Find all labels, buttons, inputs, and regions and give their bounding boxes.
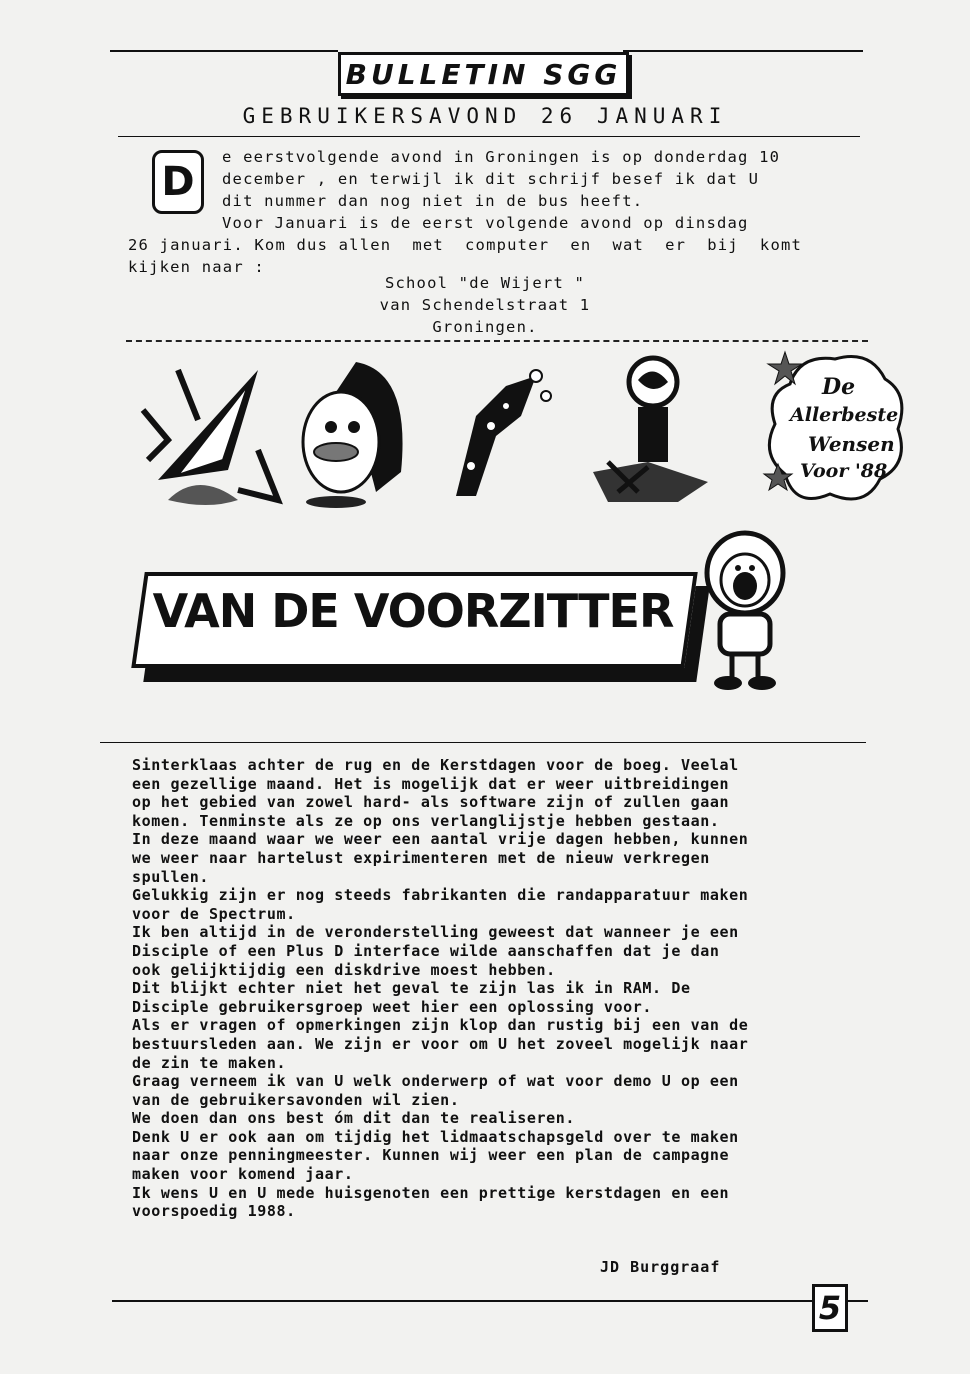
holly-illustration — [436, 356, 556, 506]
intro-line-4: Voor Januari is de eerst volgende avond op dinsdag — [222, 214, 749, 232]
greeting-line-4: Voor '88 — [800, 460, 888, 482]
article-line: Disciple gebruikersgroep weet hier een oplossing voor. — [132, 997, 653, 1016]
article-line: we weer naar hartelust expirimenteren met de nieuw verkregen — [132, 848, 710, 867]
address-line-2: van Schendelstraat 1 — [379, 296, 591, 314]
article-line: een gezellige maand. Het is mogelijk dat er weer uitbreidingen — [132, 774, 730, 793]
section-banner — [138, 572, 698, 682]
intro-line-6: kijken naar : — [128, 258, 265, 276]
article-line: op het gebied van zowel hard- als software zijn of zullen gaan — [132, 793, 730, 812]
article-line: voor de Spectrum. — [132, 904, 296, 923]
article-line: Sinterklaas achter de rug en de Kerstdagen voor de boeg. Veelal — [132, 756, 739, 774]
article-line: Ik wens U en U mede huisgenoten een prettige kerstdagen en een — [132, 1183, 730, 1202]
article-line: maken voor komend jaar. — [132, 1165, 354, 1184]
masthead-logo: BULLETIN SGG — [338, 52, 629, 96]
article-line: Graag verneem ik van U welk onderwerp of wat voor demo U op een — [132, 1072, 739, 1091]
greeting-line-1: De — [822, 374, 856, 400]
greeting-line-3: Wensen — [808, 432, 895, 456]
intro-line-2: december , en terwijl ik dit schrijf besef ik dat U — [222, 170, 760, 188]
top-rule-left — [110, 50, 338, 52]
section-divider — [126, 340, 868, 342]
headline-rule — [118, 136, 860, 137]
article-line: de zin te maken. — [132, 1053, 287, 1072]
article-line: Disciple of een Plus D interface wilde aanschaffen dat je dan — [132, 941, 720, 960]
greeting-cloud — [760, 344, 910, 514]
address-line-3: Groningen. — [432, 318, 538, 336]
page-number: 5 — [812, 1284, 848, 1332]
article-line: Als er vragen of opmerkingen zijn klop dan rustig bij een van de — [132, 1016, 749, 1035]
headline: GEBRUIKERSAVOND 26 JANUARI — [242, 104, 728, 128]
candle-rose-illustration — [588, 352, 718, 512]
bottom-rule — [112, 1300, 812, 1302]
article-line: Denk U er ook aan om tijdig het lidmaatschapsgeld over te maken — [132, 1127, 739, 1146]
article-line: Gelukkig zijn er nog steeds fabrikanten die randapparatuur maken — [132, 886, 749, 905]
article-line: ook gelijktijdig een diskdrive moest hebben. — [132, 960, 556, 979]
article-line: komen. Tenminste als ze op ons verlanglijstje hebben gestaan. — [132, 811, 720, 830]
article-body — [132, 756, 874, 1221]
santa-animal-illustration — [296, 352, 416, 512]
greeting-line-2: Allerbeste — [790, 404, 899, 426]
article-line: Dit blijkt echter niet het geval te zijn las ik in RAM. De — [132, 979, 691, 998]
cartoon-figure — [690, 528, 800, 698]
article-line: Ik ben altijd in de veronderstelling geweest dat wanneer je een — [132, 923, 739, 942]
intro-line-1: e eerstvolgende avond in Groningen is op donderdag 10 — [222, 148, 781, 166]
article-line: In deze maand waar we weer een aantal vrije dagen hebben, kunnen — [132, 830, 749, 849]
address-line-1: School "de Wijert " — [384, 274, 586, 292]
rocket-illustration — [138, 350, 288, 510]
banner-rule — [100, 742, 866, 743]
banner-title: VAN DE VOORZITTER — [152, 584, 674, 638]
article-line: naar onze penningmeester. Kunnen wij weer een plan de campagne — [132, 1146, 730, 1165]
article-line: van de gebruikersavonden wil zien. — [132, 1090, 460, 1109]
signature: JD Burggraaf — [600, 1258, 721, 1276]
article-line: bestuursleden aan. We zijn er voor om U het zoveel mogelijk naar — [132, 1034, 749, 1053]
intro-line-5: 26 januari. Kom dus allen met computer en wat er bij komt — [128, 236, 803, 254]
bottom-rule-right — [848, 1300, 868, 1302]
dropcap: D — [152, 150, 204, 214]
intro-line-3: dit nummer dan nog niet in de bus heeft. — [222, 192, 644, 210]
article-line: We doen dan ons best óm dit dan te realiseren. — [132, 1109, 576, 1128]
article-line: voorspoedig 1988. — [132, 1202, 296, 1221]
article-line: spullen. — [132, 867, 210, 886]
top-rule-right — [623, 50, 863, 52]
